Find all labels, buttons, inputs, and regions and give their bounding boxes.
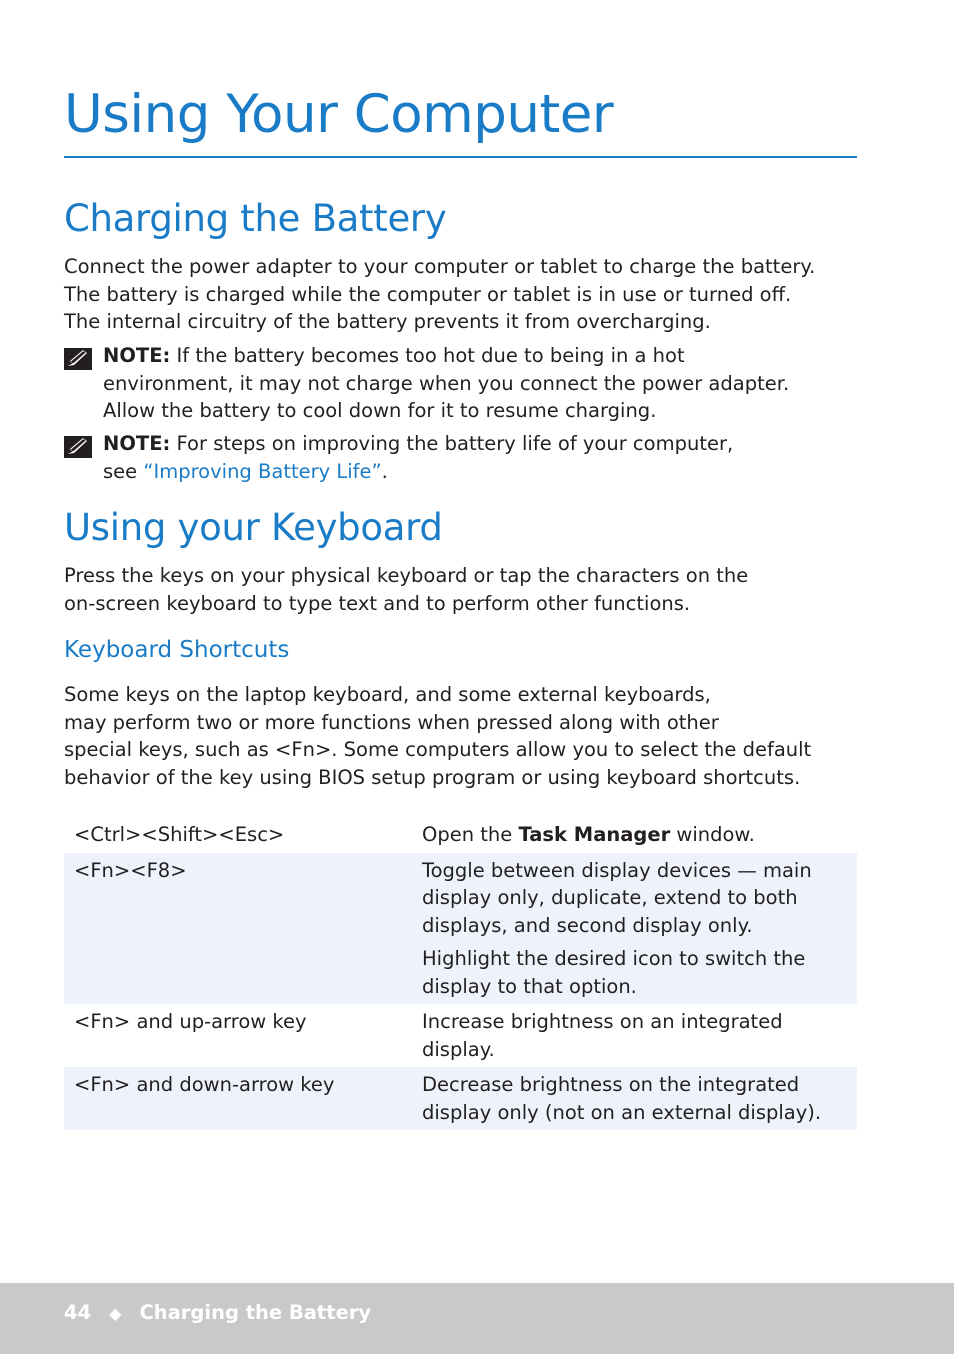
shortcuts-paragraph	[64, 681, 864, 791]
pencil-note-icon	[64, 348, 92, 370]
table-row	[64, 1004, 857, 1067]
improving-battery-life-link[interactable]: “Improving Battery Life”	[143, 459, 382, 483]
shortcut-key-cell: <Fn> and down-arrow key	[64, 1067, 412, 1130]
charging-paragraph	[64, 253, 864, 336]
shortcut-desc-cell: Decrease brightness on the integrated display only (not on an external display).	[412, 1067, 857, 1130]
table-row	[64, 1067, 857, 1130]
chapter-title: Using Your Computer	[64, 84, 614, 145]
subsection-heading-shortcuts: Keyboard Shortcuts	[64, 637, 290, 663]
note-line: .	[381, 459, 388, 483]
text-line: The battery is charged while the computer or tablet is in use or turned off.	[64, 282, 792, 306]
task-manager-term: Task Manager	[518, 823, 671, 846]
note-line: see	[103, 459, 144, 483]
text-line: Some keys on the laptop keyboard, and some external keyboards,	[64, 683, 711, 706]
shortcut-desc-cell: Toggle between display devices — main display only, duplicate, extend to both displays, and second display only. Highlight the desired icon to switch the display to that option.	[412, 853, 857, 1005]
note-label: NOTE:	[103, 344, 171, 367]
page-footer	[0, 1283, 954, 1354]
text-line: Press the keys on your physical keyboard or tap the characters on the	[64, 564, 749, 587]
shortcut-key-cell: <Ctrl><Shift><Esc>	[74, 823, 285, 846]
title-rule	[64, 156, 857, 158]
footer-section-title: Charging the Battery	[139, 1301, 372, 1324]
section-heading-charging: Charging the Battery	[64, 197, 447, 240]
note-label: NOTE:	[103, 432, 171, 455]
shortcuts-table	[64, 817, 857, 1130]
pencil-note-icon	[64, 436, 92, 458]
text-line: behavior of the key using BIOS setup program or using keyboard shortcuts.	[64, 765, 801, 789]
text-line: on-screen keyboard to type text and to perform other functions.	[64, 591, 691, 615]
shortcut-desc-cell: Increase brightness on an integrated display.	[422, 1010, 783, 1061]
table-row	[64, 853, 857, 1005]
table-row	[64, 817, 857, 853]
shortcut-key-cell: <Fn><F8>	[64, 853, 412, 1005]
text-line: Connect the power adapter to your computer or tablet to charge the battery.	[64, 255, 816, 278]
note-line: environment, it may not charge when you connect the power adapter.	[103, 371, 790, 395]
note-text	[103, 342, 789, 425]
shortcut-desc-cell: Open the Task Manager window.	[422, 823, 755, 846]
text-line: special keys, such as <Fn>. Some computers allow you to select the default	[64, 738, 812, 761]
note-line: For steps on improving the battery life of your computer,	[170, 432, 734, 455]
footer-text	[64, 1301, 371, 1324]
shortcut-key-cell: <Fn> and up-arrow key	[74, 1010, 307, 1033]
note-line: Allow the battery to cool down for it to resume charging.	[103, 399, 657, 422]
note-line: If the battery becomes too hot due to being in a hot	[170, 344, 685, 367]
diamond-separator-icon: ◆	[109, 1304, 122, 1323]
section-heading-keyboard: Using your Keyboard	[64, 506, 443, 549]
text-line: may perform two or more functions when pressed along with other	[64, 710, 719, 734]
keyboard-paragraph	[64, 562, 864, 617]
text-line: The internal circuitry of the battery prevents it from overcharging.	[64, 310, 711, 333]
note-text	[103, 430, 733, 485]
page-number: 44	[64, 1301, 92, 1324]
